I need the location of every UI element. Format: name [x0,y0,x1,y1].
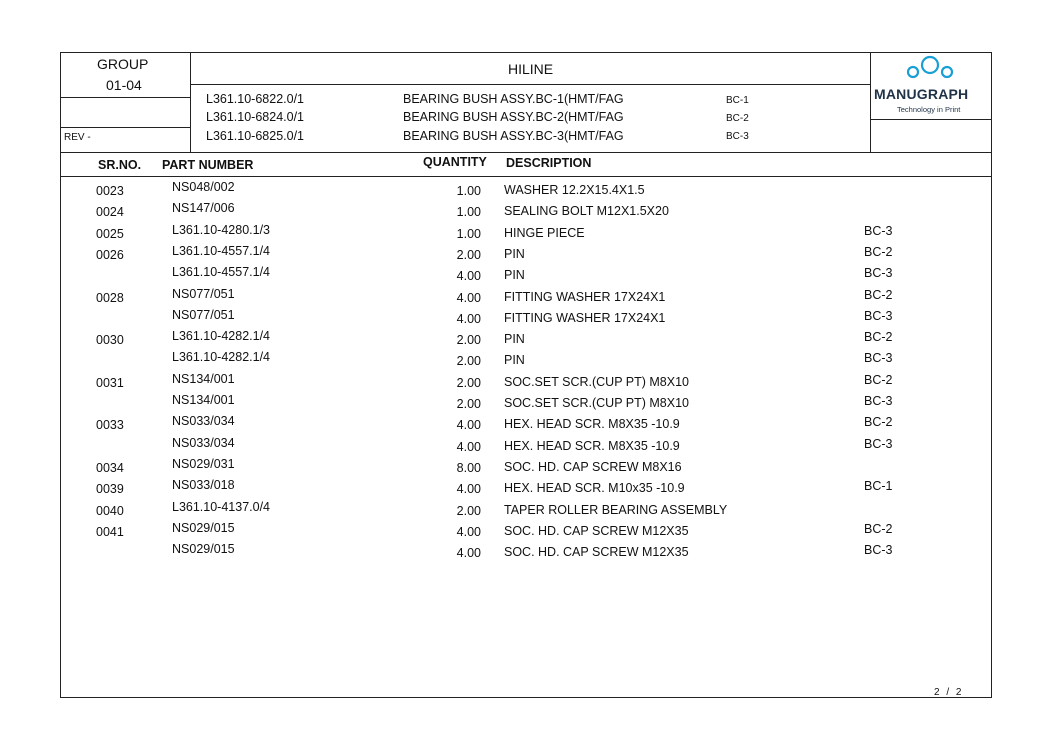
qty-cell: 4.00 [456,269,481,284]
desc-cell: SOC.SET SCR.(CUP PT) M8X10 [504,374,689,389]
table-row [0,350,1053,371]
logo-tagline: Technology in Print [897,105,961,114]
sr-cell: 0039 [96,482,124,497]
sr-cell: 0030 [96,333,124,348]
desc-cell: SOC.SET SCR.(CUP PT) M8X10 [504,396,689,410]
desc-cell: PIN [504,246,525,261]
column-header-sr: SR.NO. [98,158,142,172]
part-cell: NS029/015 [172,520,235,535]
desc-cell: PIN [504,268,525,283]
part-cell: L361.10-4137.0/4 [172,499,271,514]
part-cell: NS029/015 [172,542,235,557]
ref-cell: BC-2 [864,330,893,345]
part-cell: NS134/001 [172,371,235,386]
sr-cell: 0040 [96,503,124,518]
ref-cell: BC-3 [864,543,893,558]
group-label: GROUP [97,56,149,72]
qty-cell: 2.00 [456,354,481,369]
part-cell: NS147/006 [172,201,235,216]
page-number [934,687,961,698]
table-row [0,265,1053,286]
sr-cell: 0023 [96,184,124,198]
sr-cell: 0028 [96,290,124,305]
qty-cell: 1.00 [456,184,481,198]
desc-cell: HEX. HEAD SCR. M8X35 -10.9 [504,438,680,453]
part-cell: L361.10-4282.1/4 [172,329,271,344]
header-divider-top [190,84,870,85]
assembly-part-number: L361.10-6825.0/1 [206,129,305,143]
desc-cell: HEX. HEAD SCR. M8X35 -10.9 [504,417,680,432]
column-header-divider [60,176,992,177]
table-row [0,457,1053,478]
desc-cell: HINGE PIECE [504,225,585,240]
desc-cell: FITTING WASHER 17X24X1 [504,289,666,304]
assembly-code: BC-1 [726,95,749,106]
qty-cell: 4.00 [456,311,481,326]
table-row [0,542,1053,563]
ref-cell: BC-3 [864,351,893,366]
part-cell: NS077/051 [172,286,235,301]
assembly-description: BEARING BUSH ASSY.BC-3(HMT/FAG [403,129,624,143]
desc-cell: TAPER ROLLER BEARING ASSEMBLY [504,502,728,517]
table-row [0,180,1053,201]
desc-cell: PIN [504,332,525,347]
logo-divider [870,119,992,120]
part-cell: NS134/001 [172,393,235,407]
table-row [0,521,1053,542]
column-header-desc: DESCRIPTION [506,156,592,170]
ref-cell: BC-2 [864,521,893,536]
ref-cell: BC-3 [864,394,893,408]
qty-cell: 2.00 [456,333,481,348]
qty-cell: 1.00 [456,205,481,220]
page-current: 2 [934,687,940,698]
qty-cell: 4.00 [456,418,481,433]
part-cell: L361.10-4557.1/4 [172,265,271,280]
qty-cell: 1.00 [456,226,481,241]
part-cell: NS048/002 [172,180,235,194]
rev-divider [60,127,190,128]
sr-cell: 0026 [96,247,124,262]
ref-cell: BC-3 [864,266,893,281]
qty-cell: 4.00 [456,524,481,539]
table-row [0,201,1053,222]
group-divider [60,97,190,98]
page-separator: / [946,687,950,698]
group-value: 01-04 [106,77,142,93]
table-row [0,372,1053,393]
column-header-part: PART NUMBER [162,158,254,172]
table-row [0,478,1053,499]
sr-cell: 0041 [96,524,124,539]
ref-cell: BC-2 [864,287,893,302]
part-cell: NS033/034 [172,414,235,429]
ref-cell: BC-2 [864,244,893,259]
qty-cell: 8.00 [456,460,481,475]
table-row [0,436,1053,457]
desc-cell: SOC. HD. CAP SCREW M12X35 [504,523,689,538]
ref-cell: BC-3 [864,436,893,451]
qty-cell: 4.00 [456,290,481,305]
table-row [0,393,1053,414]
qty-cell: 2.00 [456,397,481,411]
desc-cell: FITTING WASHER 17X24X1 [504,310,666,325]
company-logo [870,52,992,119]
part-cell: L361.10-4282.1/4 [172,350,271,365]
assembly-description: BEARING BUSH ASSY.BC-1(HMT/FAG [403,92,624,106]
table-row [0,223,1053,244]
qty-cell: 2.00 [456,375,481,390]
desc-cell: PIN [504,353,525,368]
part-cell: NS029/031 [172,456,235,471]
ref-cell: BC-1 [864,479,893,494]
qty-cell: 2.00 [456,247,481,262]
ref-cell: BC-2 [864,372,893,387]
ref-cell: BC-3 [864,308,893,323]
desc-cell: SOC. HD. CAP SCREW M8X16 [504,459,682,474]
sr-cell: 0033 [96,418,124,433]
part-cell: L361.10-4557.1/4 [172,243,271,258]
part-cell: NS077/051 [172,307,235,322]
qty-cell: 4.00 [456,546,481,561]
assembly-code: BC-2 [726,113,749,124]
qty-cell: 4.00 [456,482,481,497]
page-title: HILINE [508,61,554,77]
qty-cell: 4.00 [456,439,481,454]
desc-cell: WASHER 12.2X15.4X1.5 [504,183,645,197]
sr-cell: 0025 [96,226,124,241]
desc-cell: SEALING BOLT M12X1.5X20 [504,204,669,219]
assembly-part-number: L361.10-6824.0/1 [206,110,305,124]
logo-rings-icon [870,52,992,86]
page-total: 2 [955,687,962,698]
sr-cell: 0024 [96,205,124,220]
assembly-part-number: L361.10-6822.0/1 [206,92,305,106]
ref-cell: BC-2 [864,415,893,430]
rev-label: REV - [64,132,91,143]
header-divider-bottom [60,152,992,153]
ref-cell: BC-3 [864,223,893,238]
sr-cell: 0034 [96,460,124,475]
group-column-divider [190,52,191,152]
desc-cell: SOC. HD. CAP SCREW M12X35 [504,545,689,560]
table-row [0,329,1053,350]
assembly-code: BC-3 [726,131,749,142]
part-cell: NS033/034 [172,435,235,450]
part-cell: NS033/018 [172,478,235,493]
table-row [0,308,1053,329]
desc-cell: HEX. HEAD SCR. M10x35 -10.9 [504,481,685,496]
table-row [0,244,1053,265]
column-header-qty: QUANTITY [423,155,487,169]
table-row [0,287,1053,308]
table-row [0,414,1053,435]
qty-cell: 2.00 [456,503,481,518]
assembly-description: BEARING BUSH ASSY.BC-2(HMT/FAG [403,110,624,124]
logo-wordmark: MANUGRAPH [874,86,969,102]
part-cell: L361.10-4280.1/3 [172,222,271,237]
sr-cell: 0031 [96,375,124,390]
table-row [0,500,1053,521]
